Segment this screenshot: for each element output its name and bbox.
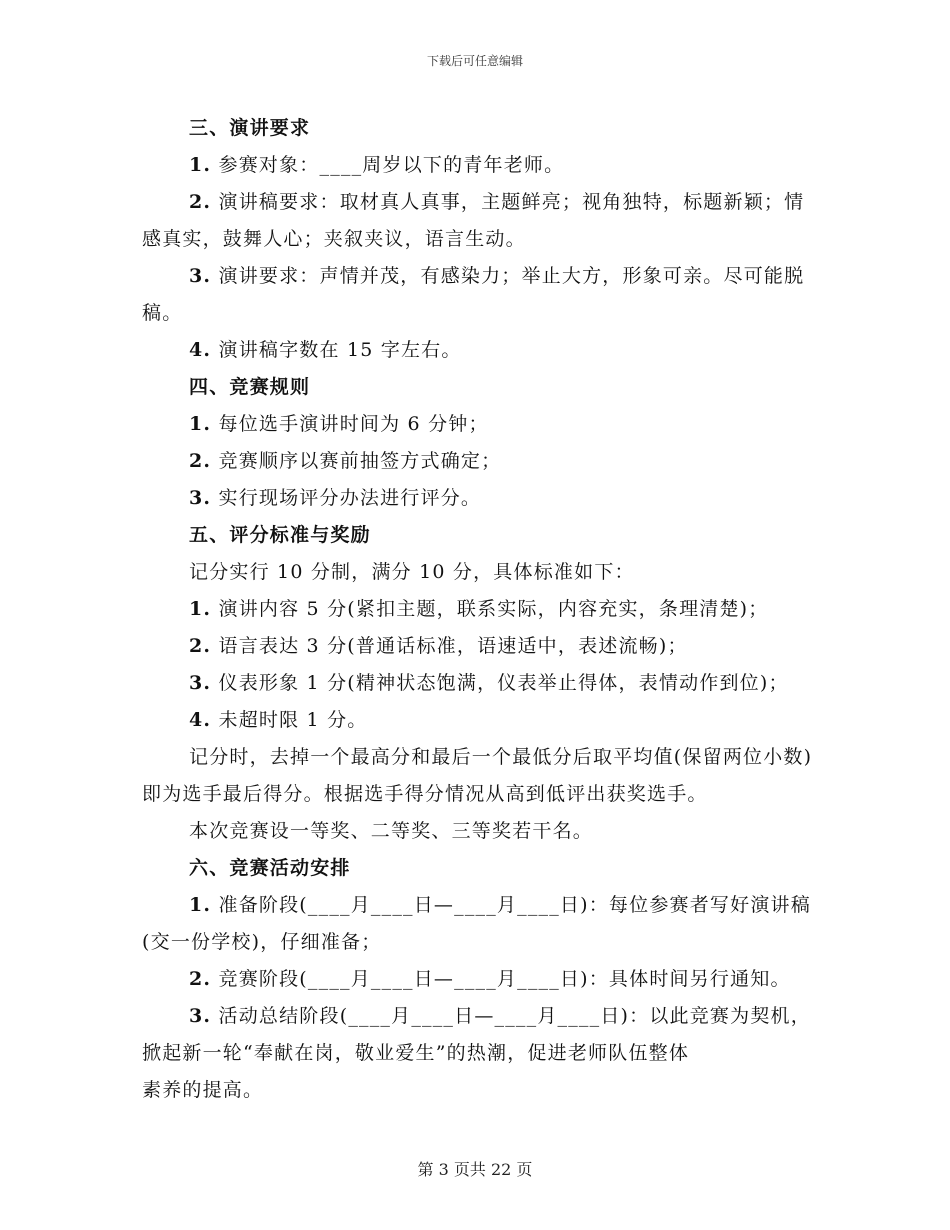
item-number: 2.	[189, 635, 212, 657]
item-number: 3.	[189, 672, 212, 694]
item-text: 仪表形象 1 分(精神状态饱满，仪表举止得体，表情动作到位)；	[218, 672, 789, 694]
item-text: 参赛对象：____周岁以下的青年老师。	[218, 154, 565, 176]
item-number: 1.	[189, 598, 212, 620]
list-item	[142, 628, 822, 665]
item-text: 语言表达 3 分(普通话标准，语速适中，表述流畅)；	[218, 635, 688, 657]
item-number: 1.	[189, 154, 212, 176]
page-footer: 第 3 页共 22 页	[417, 1160, 533, 1179]
document-body	[142, 110, 822, 1109]
paragraph: 记分时，去掉一个最高分和最后一个最低分后取平均值(保留两位小数)即为选手最后得分。根据选手得分情况从高到低评出获奖选手。	[142, 746, 813, 805]
item-number: 2.	[189, 968, 212, 990]
list-item	[142, 406, 822, 443]
item-text: 竞赛顺序以赛前抽签方式确定；	[218, 450, 502, 472]
list-item	[142, 887, 822, 961]
item-number: 3.	[189, 265, 212, 287]
list-item	[142, 332, 822, 369]
list-item	[142, 961, 822, 998]
item-number: 3.	[189, 487, 212, 509]
list-item	[142, 591, 822, 628]
list-item	[142, 443, 822, 480]
item-number: 4.	[189, 709, 212, 731]
section-heading: 三、演讲要求	[189, 117, 311, 139]
section-heading: 五、评分标准与奖励	[189, 524, 371, 546]
item-number: 2.	[189, 450, 212, 472]
item-text: 未超时限 1 分。	[218, 709, 368, 731]
item-text: 实行现场评分办法进行评分。	[218, 487, 482, 509]
list-item	[142, 184, 822, 258]
item-number: 4.	[189, 339, 212, 361]
item-number: 3.	[189, 1005, 212, 1027]
list-item	[142, 258, 822, 332]
section-heading: 四、竞赛规则	[189, 376, 311, 398]
item-number: 2.	[189, 191, 212, 213]
item-text: 准备阶段(____月____日—____月____日)：每位参赛者写好演讲稿(交一份学校)，仔细准备；	[142, 894, 811, 953]
item-text: 每位选手演讲时间为 6 分钟；	[218, 413, 489, 435]
item-number: 1.	[189, 894, 212, 916]
list-item	[142, 702, 822, 739]
list-item	[142, 998, 822, 1072]
paragraph: 素养的提高。	[142, 1079, 264, 1101]
list-item	[142, 147, 822, 184]
paragraph: 记分实行 10 分制，满分 10 分，具体标准如下：	[189, 561, 635, 583]
item-text: 演讲稿要求：取材真人真事，主题鲜亮；视角独特，标题新颖；情感真实，鼓舞人心；夹叙夹议，语言生动。	[142, 191, 805, 250]
page-header: 下载后可任意编辑	[426, 54, 523, 68]
paragraph: 本次竞赛设一等奖、二等奖、三等奖若干名。	[189, 820, 594, 842]
item-text: 演讲内容 5 分(紧扣主题，联系实际，内容充实，条理清楚)；	[218, 598, 769, 620]
item-text: 演讲要求：声情并茂，有感染力；举止大方，形象可亲。尽可能脱稿。	[142, 265, 805, 324]
list-item	[142, 665, 822, 702]
item-text: 活动总结阶段(____月____日—____月____日)：以此竞赛为契机，掀起新一轮“奉献在岗，敬业爱生”的热潮，促进老师队伍整体	[142, 1005, 811, 1064]
item-text: 演讲稿字数在 15 字左右。	[218, 339, 462, 361]
item-number: 1.	[189, 413, 212, 435]
item-text: 竞赛阶段(____月____日—____月____日)：具体时间另行通知。	[218, 968, 791, 990]
list-item	[142, 480, 822, 517]
section-heading: 六、竞赛活动安排	[189, 857, 351, 879]
